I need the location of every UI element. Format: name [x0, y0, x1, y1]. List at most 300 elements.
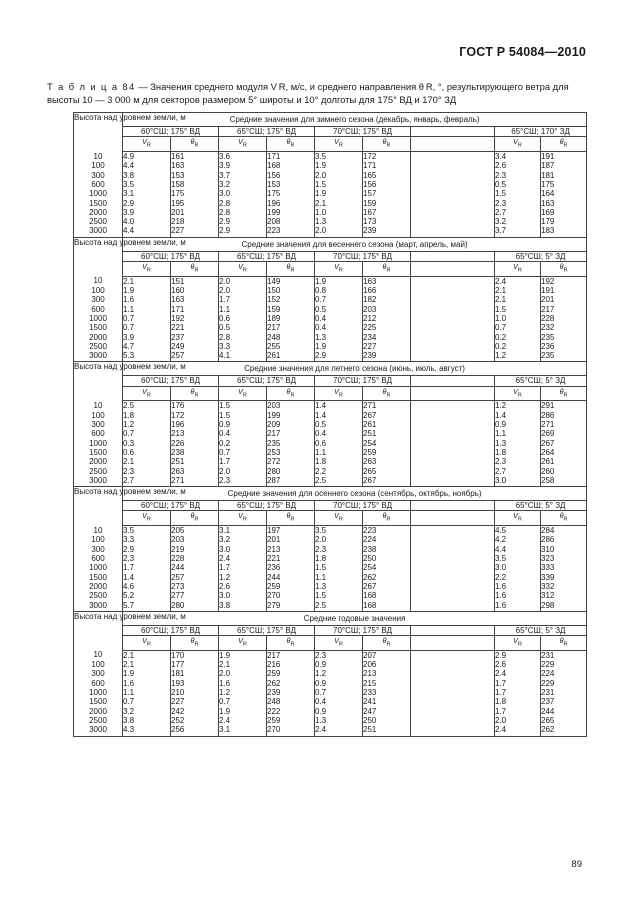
direction-cell: 221	[267, 554, 315, 563]
speed-cell: 1.7	[219, 295, 267, 304]
table-row	[74, 535, 587, 544]
height-cell: 1000	[74, 439, 123, 448]
direction-cell: 280	[171, 601, 219, 612]
symbol-v-r	[123, 137, 171, 152]
direction-cell: 203	[267, 401, 315, 411]
speed-cell: 1.1	[315, 448, 363, 457]
speed-cell: 1.5	[315, 563, 363, 572]
speed-cell: 3.5	[315, 526, 363, 536]
speed-cell: 1.1	[495, 429, 541, 438]
symbol-subscript: R	[517, 516, 522, 523]
direction-cell: 227	[363, 342, 411, 351]
speed-cell: 3.0	[495, 476, 541, 487]
speed-cell: 1.3	[495, 439, 541, 448]
direction-cell: 205	[171, 526, 219, 536]
symbol-subscript: R	[242, 392, 247, 399]
height-cell: 10	[74, 650, 123, 660]
location-header: 65°СШ; 175° ВД	[219, 251, 315, 261]
direction-cell: 203	[363, 305, 411, 314]
speed-cell: 0.4	[315, 697, 363, 706]
speed-cell: 1.9	[219, 650, 267, 660]
symbol-theta-r	[267, 636, 315, 651]
height-cell: 10	[74, 276, 123, 286]
speed-cell: 0.9	[219, 420, 267, 429]
height-cell: 300	[74, 295, 123, 304]
empty-column	[411, 429, 495, 438]
speed-cell: 2.6	[495, 161, 541, 170]
symbol-subscript: R	[386, 641, 391, 648]
empty-column	[411, 295, 495, 304]
speed-cell: 3.1	[219, 725, 267, 736]
symbol-subscript: R	[290, 392, 295, 399]
speed-cell: 4.3	[123, 725, 171, 736]
symbol-theta-r	[171, 137, 219, 152]
direction-cell: 251	[363, 725, 411, 736]
direction-cell: 227	[171, 226, 219, 237]
speed-cell: 1.3	[315, 582, 363, 591]
speed-cell: 1.6	[495, 591, 541, 600]
speed-cell: 2.4	[495, 669, 541, 678]
speed-cell: 3.3	[219, 342, 267, 351]
symbol-v-r	[219, 636, 267, 651]
speed-cell: 4.4	[123, 226, 171, 237]
speed-cell: 0.2	[495, 342, 541, 351]
location-header: 65°СШ; 175° ВД	[219, 625, 315, 635]
direction-cell: 163	[363, 276, 411, 286]
table-row	[74, 467, 587, 476]
symbol-subscript: R	[386, 392, 391, 399]
table-row	[74, 180, 587, 189]
speed-cell: 1.9	[315, 189, 363, 198]
speed-cell: 4.4	[123, 161, 171, 170]
table-row	[74, 420, 587, 429]
symbol-v-r	[315, 386, 363, 401]
direction-cell: 261	[363, 420, 411, 429]
speed-cell: 4.1	[219, 351, 267, 362]
location-row	[74, 251, 587, 261]
speed-cell: 0.7	[219, 448, 267, 457]
direction-cell: 238	[171, 448, 219, 457]
direction-cell: 270	[267, 591, 315, 600]
height-column-header: Высота над уровнем земли, м	[74, 362, 123, 401]
direction-cell: 251	[363, 429, 411, 438]
direction-cell: 239	[267, 688, 315, 697]
table-row	[74, 545, 587, 554]
symbol-subscript: R	[338, 516, 343, 523]
table-row	[74, 591, 587, 600]
direction-cell: 199	[267, 208, 315, 217]
direction-cell: 199	[267, 411, 315, 420]
direction-cell: 167	[363, 208, 411, 217]
symbol-letter: V	[334, 511, 339, 521]
empty-column	[411, 467, 495, 476]
speed-cell: 1.1	[123, 688, 171, 697]
empty-column	[411, 262, 495, 277]
direction-cell: 265	[363, 467, 411, 476]
direction-cell: 175	[541, 180, 587, 189]
speed-cell: 2.1	[495, 286, 541, 295]
speed-cell: 2.7	[495, 467, 541, 476]
table-row	[74, 199, 587, 208]
direction-cell: 172	[171, 411, 219, 420]
location-header: 60°СШ; 175° ВД	[123, 376, 219, 386]
direction-cell: 252	[171, 716, 219, 725]
speed-cell: 2.3	[123, 467, 171, 476]
speed-cell: 2.0	[315, 171, 363, 180]
direction-cell: 158	[171, 180, 219, 189]
section-title-row	[74, 362, 587, 376]
direction-cell: 212	[363, 314, 411, 323]
speed-cell: 1.6	[495, 601, 541, 612]
direction-cell: 179	[541, 217, 587, 226]
direction-cell: 232	[541, 323, 587, 332]
direction-cell: 195	[171, 199, 219, 208]
speed-cell: 2.5	[123, 401, 171, 411]
direction-cell: 159	[363, 199, 411, 208]
symbol-subscript: R	[517, 267, 522, 274]
empty-column	[411, 448, 495, 457]
direction-cell: 191	[541, 286, 587, 295]
height-cell: 1500	[74, 448, 123, 457]
speed-cell: 5.7	[123, 601, 171, 612]
speed-cell: 3.8	[219, 601, 267, 612]
height-cell: 1000	[74, 189, 123, 198]
direction-cell: 207	[363, 650, 411, 660]
speed-cell: 2.3	[315, 545, 363, 554]
symbol-letter: V	[142, 386, 147, 396]
caption-text: — Значения среднего модуля V R, м/с, и среднего направления θ R, °, результирующего ветра для высоты 10 — 3 000 м для секторов размером 5° широты и 10° долготы для 175° ВД и 170° ЗД	[47, 81, 569, 105]
section-title: Средние значения для летнего сезона (июнь, июль, август)	[123, 362, 587, 376]
symbol-row	[74, 386, 587, 401]
empty-column	[411, 217, 495, 226]
symbol-subscript: R	[146, 142, 151, 149]
speed-cell: 4.2	[495, 535, 541, 544]
height-cell: 1000	[74, 563, 123, 572]
empty-column	[411, 625, 495, 635]
direction-cell: 206	[363, 660, 411, 669]
symbol-letter: θ	[559, 262, 564, 271]
height-cell: 10	[74, 526, 123, 536]
speed-cell: 1.9	[315, 276, 363, 286]
symbol-subscript: R	[386, 516, 391, 523]
symbol-subscript: R	[194, 392, 199, 399]
direction-cell: 271	[541, 420, 587, 429]
direction-cell: 229	[541, 660, 587, 669]
location-header: 70°СШ; 175° ВД	[315, 501, 411, 511]
height-cell: 1500	[74, 697, 123, 706]
speed-cell: 1.4	[315, 401, 363, 411]
symbol-theta-r	[171, 262, 219, 277]
direction-cell: 254	[363, 439, 411, 448]
empty-column	[411, 601, 495, 612]
symbol-letter: V	[334, 137, 339, 147]
direction-cell: 234	[363, 333, 411, 342]
speed-cell: 2.7	[495, 208, 541, 217]
direction-cell: 175	[171, 189, 219, 198]
symbol-v-r	[123, 511, 171, 526]
location-header: 70°СШ; 175° ВД	[315, 127, 411, 137]
symbol-v-r	[219, 511, 267, 526]
empty-column	[411, 401, 495, 411]
height-cell: 300	[74, 420, 123, 429]
speed-cell: 2.4	[219, 554, 267, 563]
direction-cell: 229	[541, 679, 587, 688]
direction-cell: 150	[267, 286, 315, 295]
speed-cell: 0.8	[315, 286, 363, 295]
symbol-letter: θ	[382, 386, 387, 396]
direction-cell: 261	[267, 351, 315, 362]
direction-cell: 156	[267, 171, 315, 180]
direction-cell: 310	[541, 545, 587, 554]
height-cell: 2500	[74, 217, 123, 226]
direction-cell: 228	[171, 554, 219, 563]
speed-cell: 1.5	[495, 305, 541, 314]
table-row	[74, 152, 587, 162]
height-cell: 100	[74, 411, 123, 420]
section-title-row	[74, 237, 587, 251]
speed-cell: 0.5	[219, 323, 267, 332]
symbol-letter: V	[513, 386, 518, 396]
speed-cell: 2.4	[315, 725, 363, 736]
empty-column	[411, 161, 495, 170]
table-row	[74, 563, 587, 572]
speed-cell: 2.1	[123, 276, 171, 286]
direction-cell: 223	[267, 226, 315, 237]
direction-cell: 235	[541, 351, 587, 362]
height-cell: 3000	[74, 226, 123, 237]
speed-cell: 3.2	[123, 707, 171, 716]
table-row	[74, 305, 587, 314]
speed-cell: 2.6	[219, 582, 267, 591]
symbol-subscript: R	[242, 641, 247, 648]
direction-cell: 248	[267, 697, 315, 706]
speed-cell: 2.8	[219, 208, 267, 217]
direction-cell: 267	[363, 476, 411, 487]
symbol-letter: θ	[286, 511, 291, 521]
symbol-subscript: R	[563, 641, 568, 648]
direction-cell: 196	[171, 420, 219, 429]
speed-cell: 0.4	[315, 429, 363, 438]
direction-cell: 151	[171, 276, 219, 286]
symbol-subscript: R	[194, 142, 199, 149]
symbol-v-r	[315, 262, 363, 277]
symbol-letter: θ	[559, 137, 564, 147]
symbol-v-r	[495, 386, 541, 401]
speed-cell: 3.0	[219, 189, 267, 198]
height-cell: 10	[74, 152, 123, 162]
symbol-v-r	[495, 262, 541, 277]
height-column-header: Высота над уровнем земли, м	[74, 611, 123, 650]
symbol-v-r	[123, 636, 171, 651]
symbol-letter: θ	[559, 511, 564, 521]
symbol-subscript: R	[386, 142, 391, 149]
speed-cell: 2.4	[495, 276, 541, 286]
table-row	[74, 333, 587, 342]
speed-cell: 2.8	[219, 333, 267, 342]
location-row	[74, 501, 587, 511]
speed-cell: 3.1	[219, 526, 267, 536]
speed-cell: 1.6	[123, 295, 171, 304]
location-header: 70°СШ; 175° ВД	[315, 251, 411, 261]
symbol-theta-r	[267, 386, 315, 401]
speed-cell: 1.2	[123, 420, 171, 429]
direction-cell: 210	[171, 688, 219, 697]
table-row	[74, 401, 587, 411]
speed-cell: 3.4	[495, 152, 541, 162]
location-header: 65°СШ; 175° ВД	[219, 127, 315, 137]
symbol-theta-r	[363, 636, 411, 651]
location-header: 60°СШ; 175° ВД	[123, 251, 219, 261]
direction-cell: 244	[267, 573, 315, 582]
height-cell: 2000	[74, 582, 123, 591]
symbol-subscript: R	[338, 392, 343, 399]
direction-cell: 169	[541, 208, 587, 217]
symbol-subscript: R	[146, 267, 151, 274]
symbol-letter: θ	[286, 262, 291, 271]
empty-column	[411, 511, 495, 526]
symbol-subscript: R	[194, 267, 199, 274]
direction-cell: 176	[171, 401, 219, 411]
empty-column	[411, 545, 495, 554]
direction-cell: 259	[267, 669, 315, 678]
speed-cell: 3.2	[495, 217, 541, 226]
direction-cell: 224	[363, 535, 411, 544]
speed-cell: 3.9	[219, 161, 267, 170]
speed-cell: 2.0	[495, 716, 541, 725]
speed-cell: 0.6	[123, 448, 171, 457]
height-cell: 100	[74, 535, 123, 544]
symbol-v-r	[219, 262, 267, 277]
direction-cell: 231	[541, 688, 587, 697]
direction-cell: 244	[541, 707, 587, 716]
direction-cell: 192	[541, 276, 587, 286]
symbol-letter: θ	[382, 137, 387, 147]
direction-cell: 271	[363, 401, 411, 411]
section-title: Средние значения для зимнего сезона (декабрь, январь, февраль)	[123, 113, 587, 127]
section-title: Средние годовые значения	[123, 611, 587, 625]
symbol-subscript: R	[517, 392, 522, 399]
direction-cell: 280	[267, 467, 315, 476]
direction-cell: 164	[541, 189, 587, 198]
direction-cell: 237	[541, 697, 587, 706]
symbol-subscript: R	[338, 267, 343, 274]
direction-cell: 201	[541, 295, 587, 304]
speed-cell: 3.7	[219, 171, 267, 180]
table-row	[74, 351, 587, 362]
speed-cell: 1.5	[219, 411, 267, 420]
section-title-row	[74, 113, 587, 127]
symbol-letter: θ	[382, 262, 387, 271]
location-row	[74, 376, 587, 386]
symbol-theta-r	[363, 262, 411, 277]
symbol-letter: θ	[190, 511, 195, 521]
speed-cell: 1.7	[495, 679, 541, 688]
location-header: 65°СШ; 5° ЗД	[495, 625, 587, 635]
table-row	[74, 725, 587, 736]
empty-column	[411, 351, 495, 362]
height-cell: 1500	[74, 199, 123, 208]
empty-column	[411, 199, 495, 208]
speed-cell: 1.2	[219, 573, 267, 582]
symbol-theta-r	[171, 386, 219, 401]
speed-cell: 0.7	[123, 429, 171, 438]
height-cell: 2500	[74, 716, 123, 725]
speed-cell: 0.7	[495, 323, 541, 332]
direction-cell: 235	[267, 439, 315, 448]
empty-column	[411, 137, 495, 152]
direction-cell: 263	[363, 457, 411, 466]
direction-cell: 249	[171, 342, 219, 351]
location-header: 60°СШ; 175° ВД	[123, 625, 219, 635]
symbol-letter: V	[142, 137, 147, 147]
speed-cell: 2.1	[123, 457, 171, 466]
direction-cell: 218	[171, 217, 219, 226]
height-cell: 300	[74, 669, 123, 678]
empty-column	[411, 563, 495, 572]
speed-cell: 0.9	[495, 420, 541, 429]
direction-cell: 236	[541, 342, 587, 351]
direction-cell: 217	[541, 305, 587, 314]
speed-cell: 1.8	[123, 411, 171, 420]
speed-cell: 3.1	[123, 189, 171, 198]
location-header: 65°СШ; 175° ВД	[219, 376, 315, 386]
location-header: 70°СШ; 175° ВД	[315, 625, 411, 635]
location-header: 65°СШ; 5° ЗД	[495, 251, 587, 261]
direction-cell: 323	[541, 554, 587, 563]
empty-column	[411, 180, 495, 189]
speed-cell: 4.4	[495, 545, 541, 554]
direction-cell: 261	[541, 457, 587, 466]
symbol-letter: V	[238, 386, 243, 396]
speed-cell: 2.9	[123, 545, 171, 554]
empty-column	[411, 411, 495, 420]
direction-cell: 270	[267, 725, 315, 736]
height-cell: 2500	[74, 342, 123, 351]
height-cell: 3000	[74, 476, 123, 487]
speed-cell: 2.0	[219, 669, 267, 678]
direction-cell: 157	[363, 189, 411, 198]
symbol-v-r	[315, 636, 363, 651]
empty-column	[411, 276, 495, 286]
direction-cell: 286	[541, 411, 587, 420]
direction-cell: 196	[267, 199, 315, 208]
symbol-theta-r	[541, 511, 587, 526]
symbol-theta-r	[363, 137, 411, 152]
direction-cell: 286	[541, 535, 587, 544]
direction-cell: 339	[541, 573, 587, 582]
direction-cell: 235	[541, 333, 587, 342]
symbol-row	[74, 636, 587, 651]
direction-cell: 208	[267, 217, 315, 226]
direction-cell: 265	[541, 716, 587, 725]
direction-cell: 171	[363, 161, 411, 170]
speed-cell: 5.3	[123, 351, 171, 362]
empty-column	[411, 526, 495, 536]
section-title: Средние значения для весеннего сезона (март, апрель, май)	[123, 237, 587, 251]
table-row	[74, 457, 587, 466]
direction-cell: 222	[267, 707, 315, 716]
direction-cell: 225	[363, 323, 411, 332]
speed-cell: 1.9	[315, 161, 363, 170]
speed-cell: 2.3	[315, 650, 363, 660]
direction-cell: 239	[363, 351, 411, 362]
speed-cell: 3.0	[495, 563, 541, 572]
table-row	[74, 554, 587, 563]
symbol-subscript: R	[338, 641, 343, 648]
speed-cell: 5.2	[123, 591, 171, 600]
direction-cell: 171	[171, 305, 219, 314]
height-cell: 300	[74, 545, 123, 554]
